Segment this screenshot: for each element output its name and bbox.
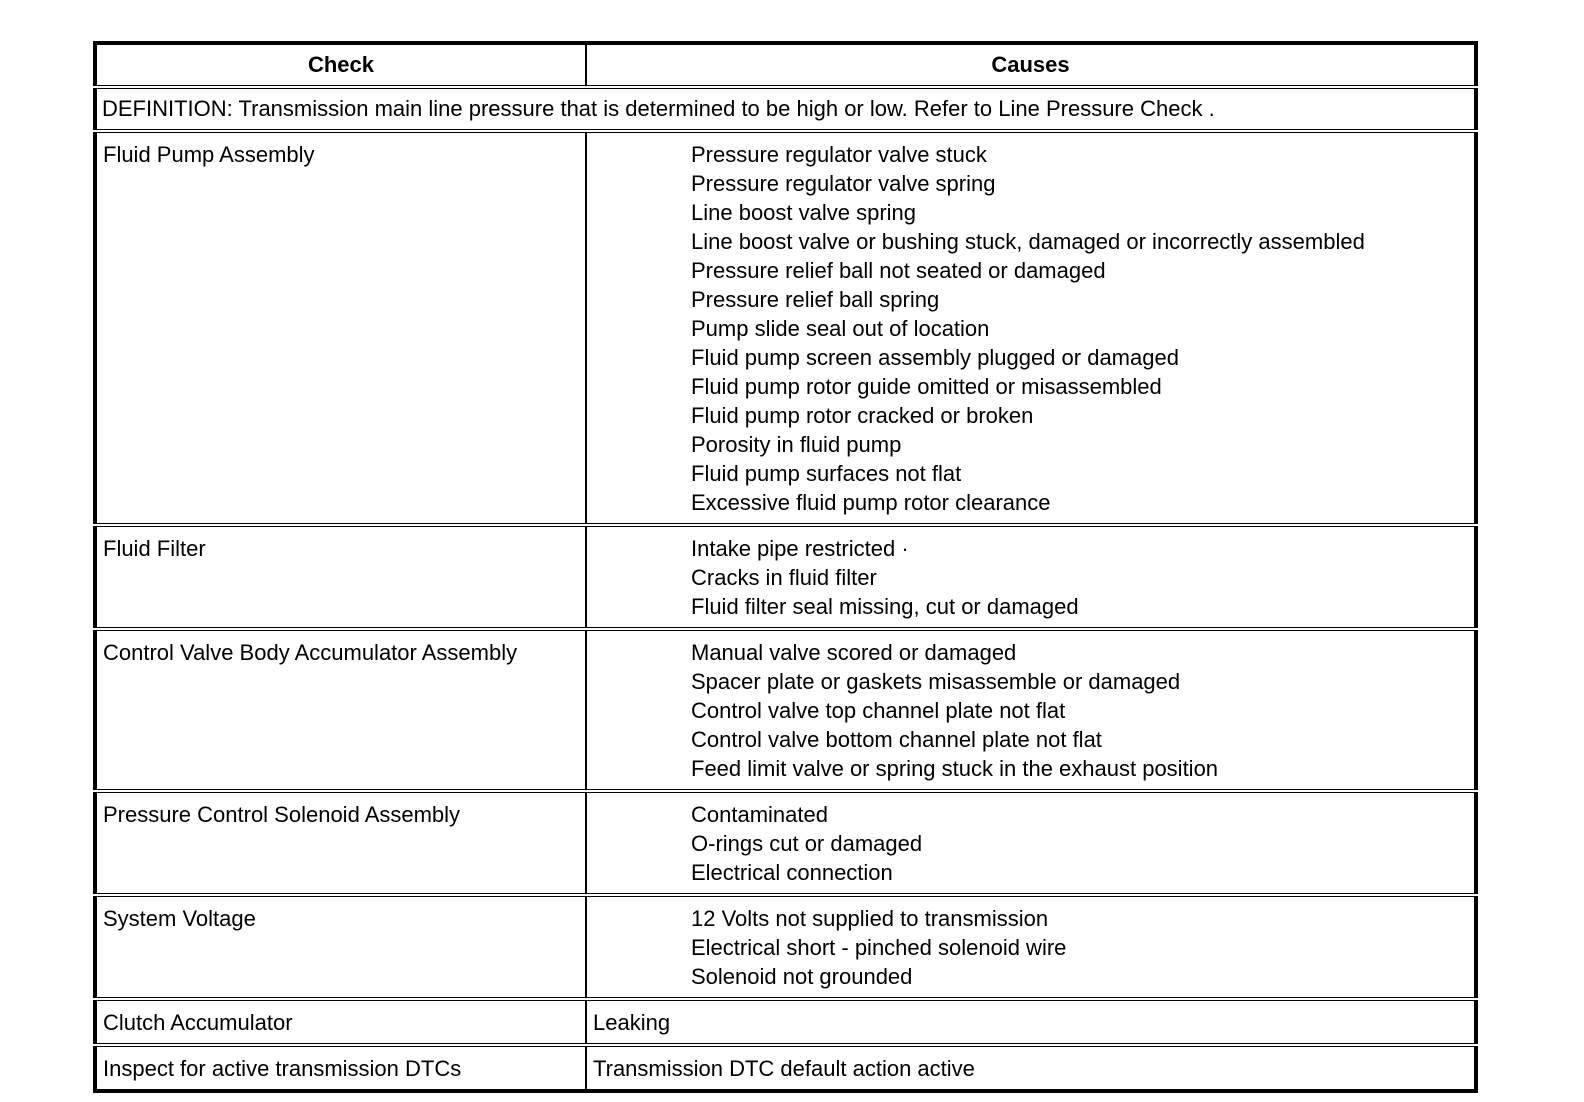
definition-row [95,87,1476,131]
cause-list [587,527,1474,627]
cause-list [587,631,1474,789]
cause-item: Control valve top channel plate not flat [691,698,1066,723]
cause-item: Pressure regulator valve stuck [691,142,987,167]
cause-item: Fluid pump surfaces not flat [691,461,962,486]
cause-item: 12 Volts not supplied to transmission [691,906,1049,931]
check-label: System Voltage [103,906,256,931]
definition-text: DEFINITION: Transmission main line pressure that is determined to be high or low. Refer to Line Pressure Check . [95,87,1476,131]
check-cell [95,895,586,999]
cause-item: Intake pipe restricted · [691,536,909,561]
column-header-causes: Causes [586,43,1476,87]
cause-item: Solenoid not grounded [691,964,913,989]
table-row [95,895,1476,999]
causes-cell [586,1045,1476,1091]
cause-item: Cracks in fluid filter [691,565,877,590]
check-label: Fluid Filter [103,536,206,561]
table-row [95,131,1476,525]
cause-item: Pump slide seal out of location [691,316,990,341]
cause-item: O-rings cut or damaged [691,831,923,856]
diagnostic-table [93,41,1478,1093]
check-label: Fluid Pump Assembly [103,142,315,167]
check-label: Inspect for active transmission DTCs [103,1056,462,1081]
cause-item: Electrical short - pinched solenoid wire [691,935,1067,960]
cause-item: Leaking [593,1010,671,1035]
cause-item: Fluid pump rotor cracked or broken [691,403,1034,428]
cause-item: Manual valve scored or damaged [691,640,1017,665]
check-cell [95,1045,586,1091]
check-cell [95,525,586,629]
cause-list [587,1001,1474,1043]
cause-list [587,1047,1474,1089]
check-cell [95,791,586,895]
cause-list [587,793,1474,893]
cause-item: Fluid pump rotor guide omitted or misassembled [691,374,1162,399]
cause-item: Pressure relief ball not seated or damaged [691,258,1106,283]
table-row [95,791,1476,895]
causes-cell [586,131,1476,525]
cause-item: Feed limit valve or spring stuck in the exhaust position [691,756,1219,781]
causes-cell [586,999,1476,1045]
table-row [95,1045,1476,1091]
table-row [95,999,1476,1045]
cause-item: Line boost valve spring [691,200,917,225]
check-label: Control Valve Body Accumulator Assembly [103,640,518,665]
causes-cell [586,525,1476,629]
cause-item: Pressure regulator valve spring [691,171,996,196]
table-row [95,525,1476,629]
header-row [95,43,1476,87]
cause-item: Control valve bottom channel plate not flat [691,727,1102,752]
cause-item: Electrical connection [691,860,893,885]
causes-cell [586,895,1476,999]
check-label: Clutch Accumulator [103,1010,293,1035]
check-cell [95,131,586,525]
cause-item: Contaminated [691,802,828,827]
causes-cell [586,629,1476,791]
table-row [95,629,1476,791]
cause-item: Porosity in fluid pump [691,432,902,457]
cause-list [587,133,1474,523]
cause-item: Spacer plate or gaskets misassemble or damaged [691,669,1181,694]
cause-item: Fluid pump screen assembly plugged or damaged [691,345,1179,370]
cause-item: Line boost valve or bushing stuck, damaged or incorrectly assembled [691,229,1365,254]
cause-item: Fluid filter seal missing, cut or damaged [691,594,1079,619]
cause-item: Transmission DTC default action active [593,1056,975,1081]
check-cell [95,629,586,791]
cause-item: Excessive fluid pump rotor clearance [691,490,1051,515]
check-label: Pressure Control Solenoid Assembly [103,802,461,827]
cause-item: Pressure relief ball spring [691,287,940,312]
check-cell [95,999,586,1045]
cause-list [587,897,1474,997]
column-header-check: Check [95,43,586,87]
causes-cell [586,791,1476,895]
